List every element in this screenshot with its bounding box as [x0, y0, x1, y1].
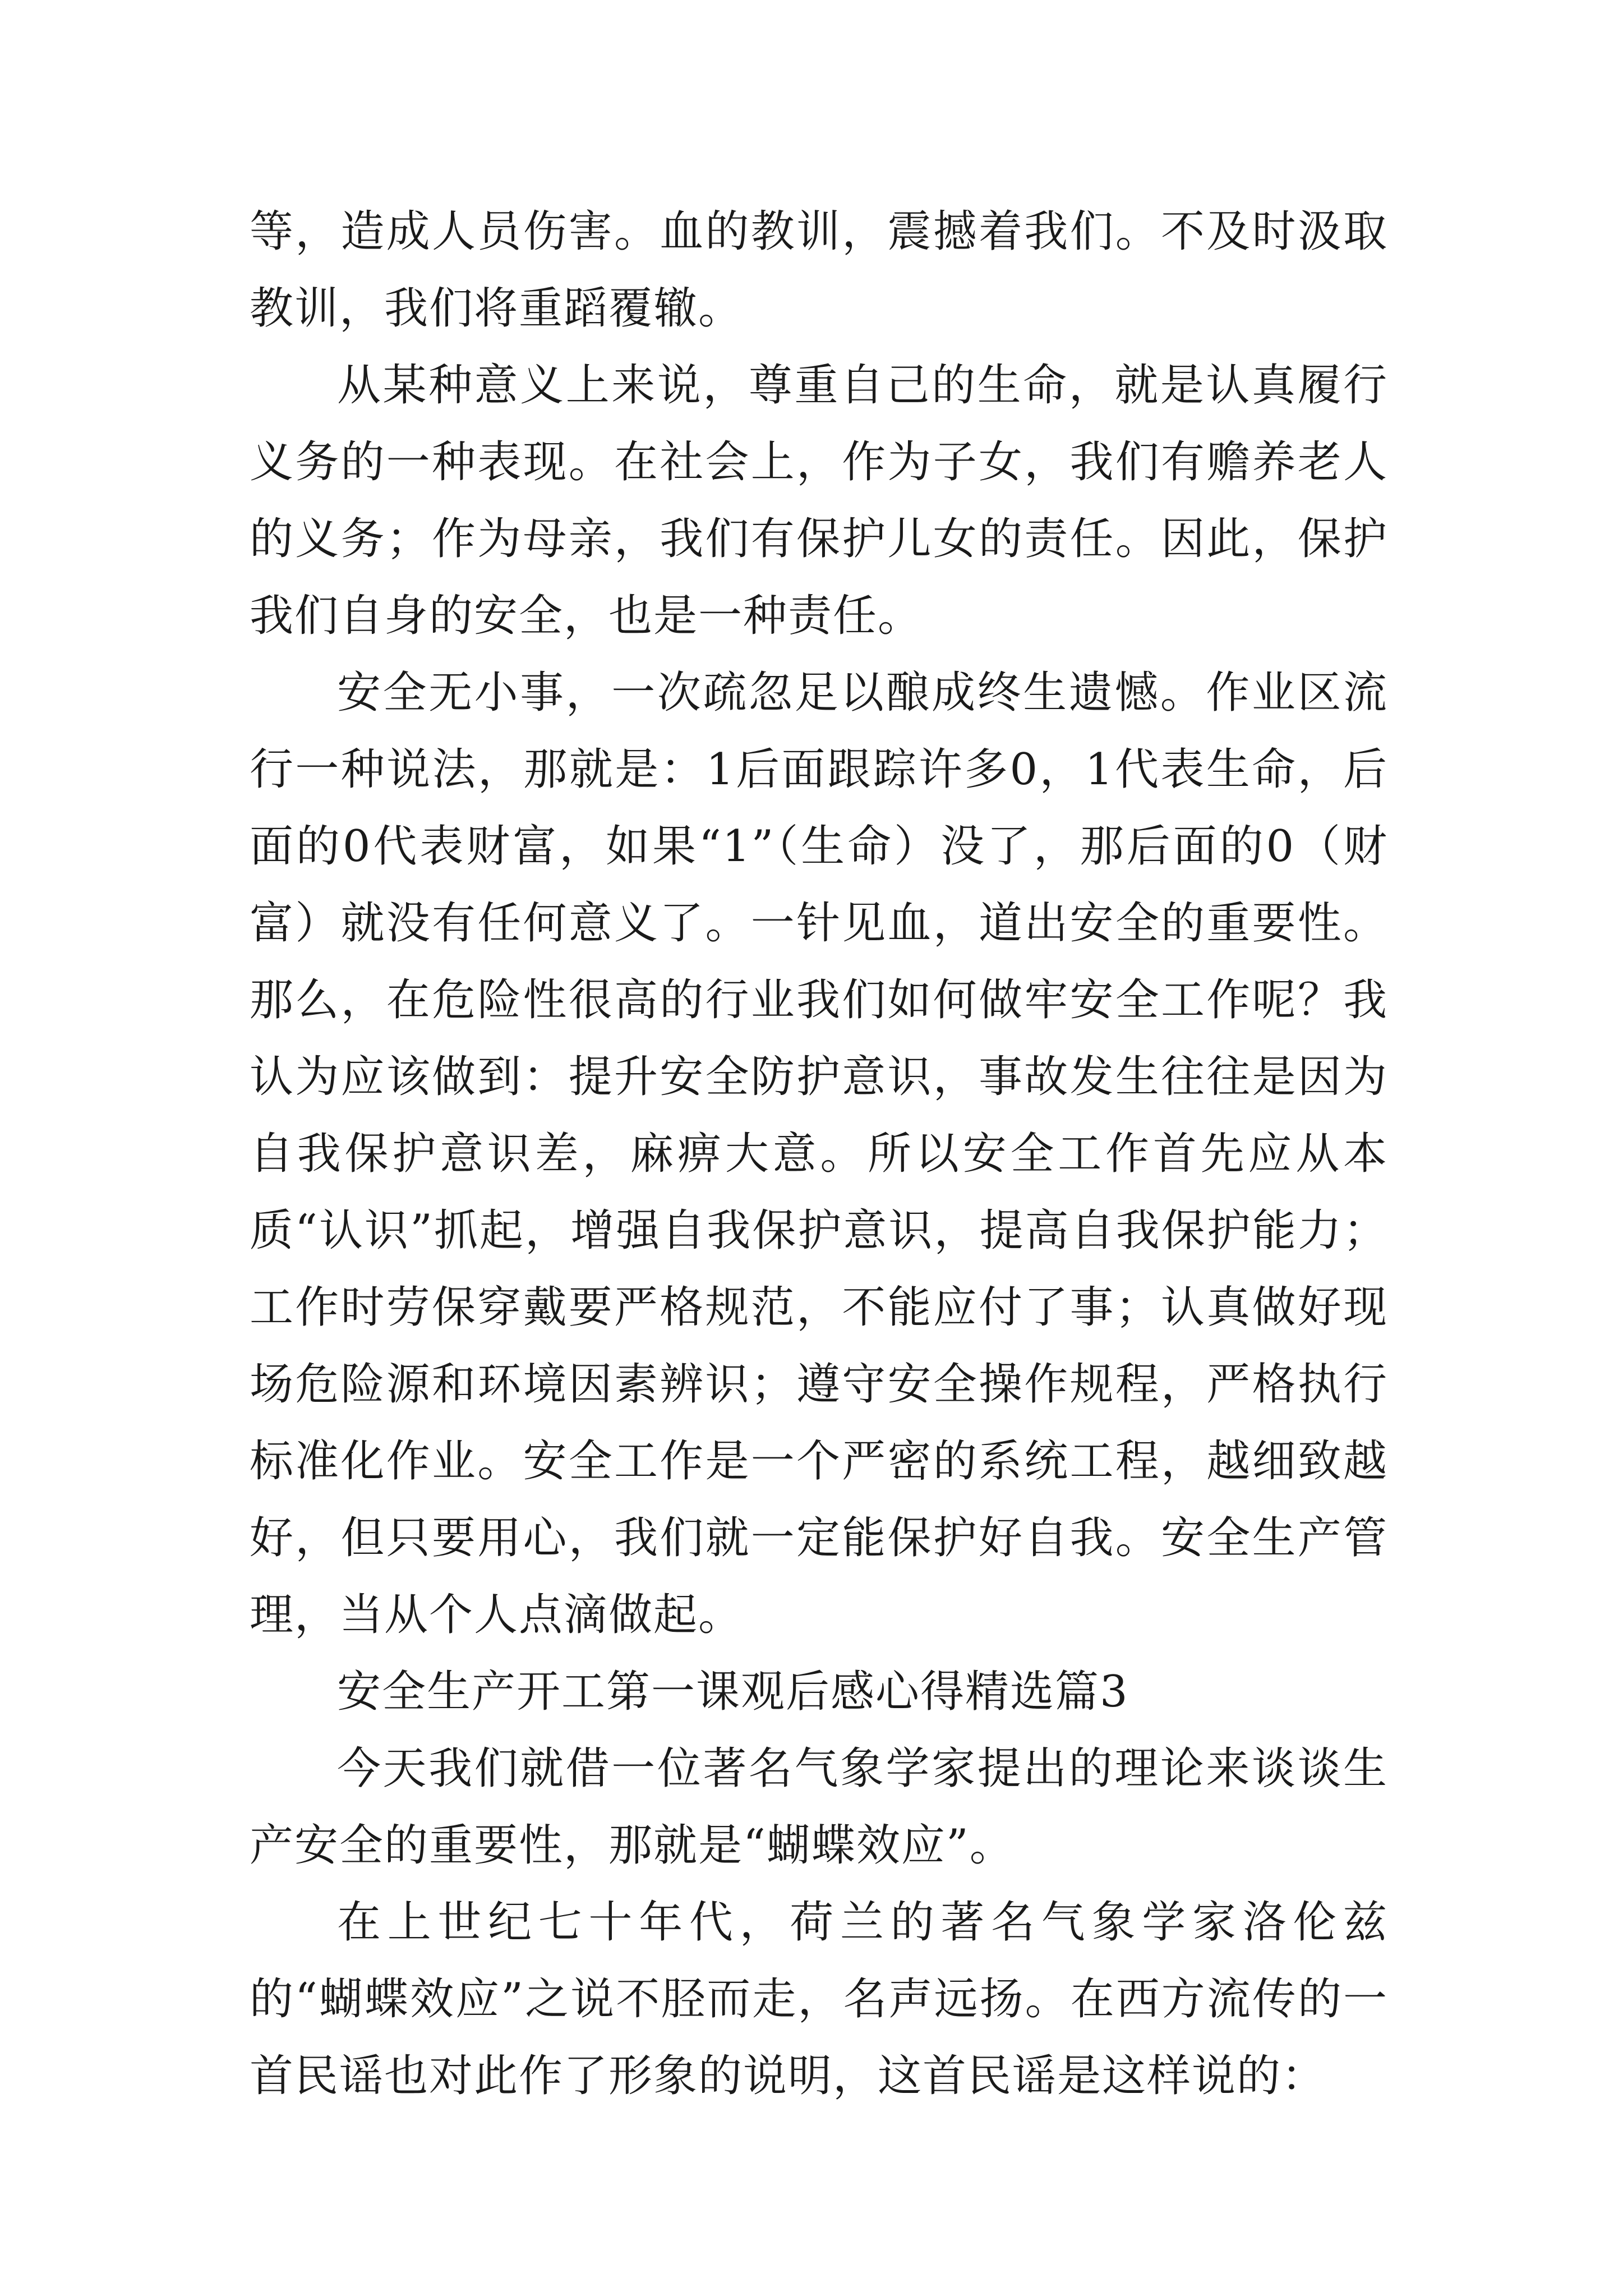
paragraph-safety-no-small-matter: 安全无小事，一次疏忽足以酿成终生遗憾。作业区流行一种说法，那就是：1后面跟踪许多0，1代表生命，后面的0代表财富，如果“1”（生命）没了，那后面的0（财富）就没有任何意义了。一针见血，道出安全的重要性。那么，在危险性很高的行业我们如何做牢安全工作呢？我认为应该做到：提升安全防护意识，事故发生往往是因为自我保护意识差，麻痹大意。所以安全工作首先应从本质“认识”抓起，增强自我保护意识，提高自我保护能力；工作时劳保穿戴要严格规范，不能应付了事；认真做好现场危险源和环境因素辨识；遵守安全操作规程，严格执行标准化作业。安全工作是一个严密的系统工程，越细致越好，但只要用心，我们就一定能保护好自我。安全生产管理，当从个人点滴做起。	[250, 668, 1388, 1640]
paragraph-respect-life: 从某种意义上来说，尊重自己的生命，就是认真履行义务的一种表现。在社会上，作为子女，我们有赡养老人的义务；作为母亲，我们有保护儿女的责任。因此，保护我们自身的安全，也是一种责任。	[250, 360, 1388, 641]
document-body	[250, 194, 1388, 2115]
paragraph-continuation: 等，造成人员伤害。血的教训，震撼着我们。不及时汲取教训，我们将重蹈覆辙。	[250, 206, 1388, 334]
section-heading: 安全生产开工第一课观后感心得精选篇3	[337, 1667, 1129, 1717]
paragraph-butterfly-effect-intro: 今天我们就借一位著名气象学家提出的理论来谈谈生产安全的重要性，那就是“蝴蝶效应”。	[250, 1743, 1388, 1871]
paragraph-lorenz: 在上世纪七十年代，荷兰的著名气象学家洛伦兹的“蝴蝶效应”之说不胫而走，名声远扬。在西方流传的一首民谣也对此作了形象的说明，这首民谣是这样说的：	[250, 1897, 1388, 2101]
